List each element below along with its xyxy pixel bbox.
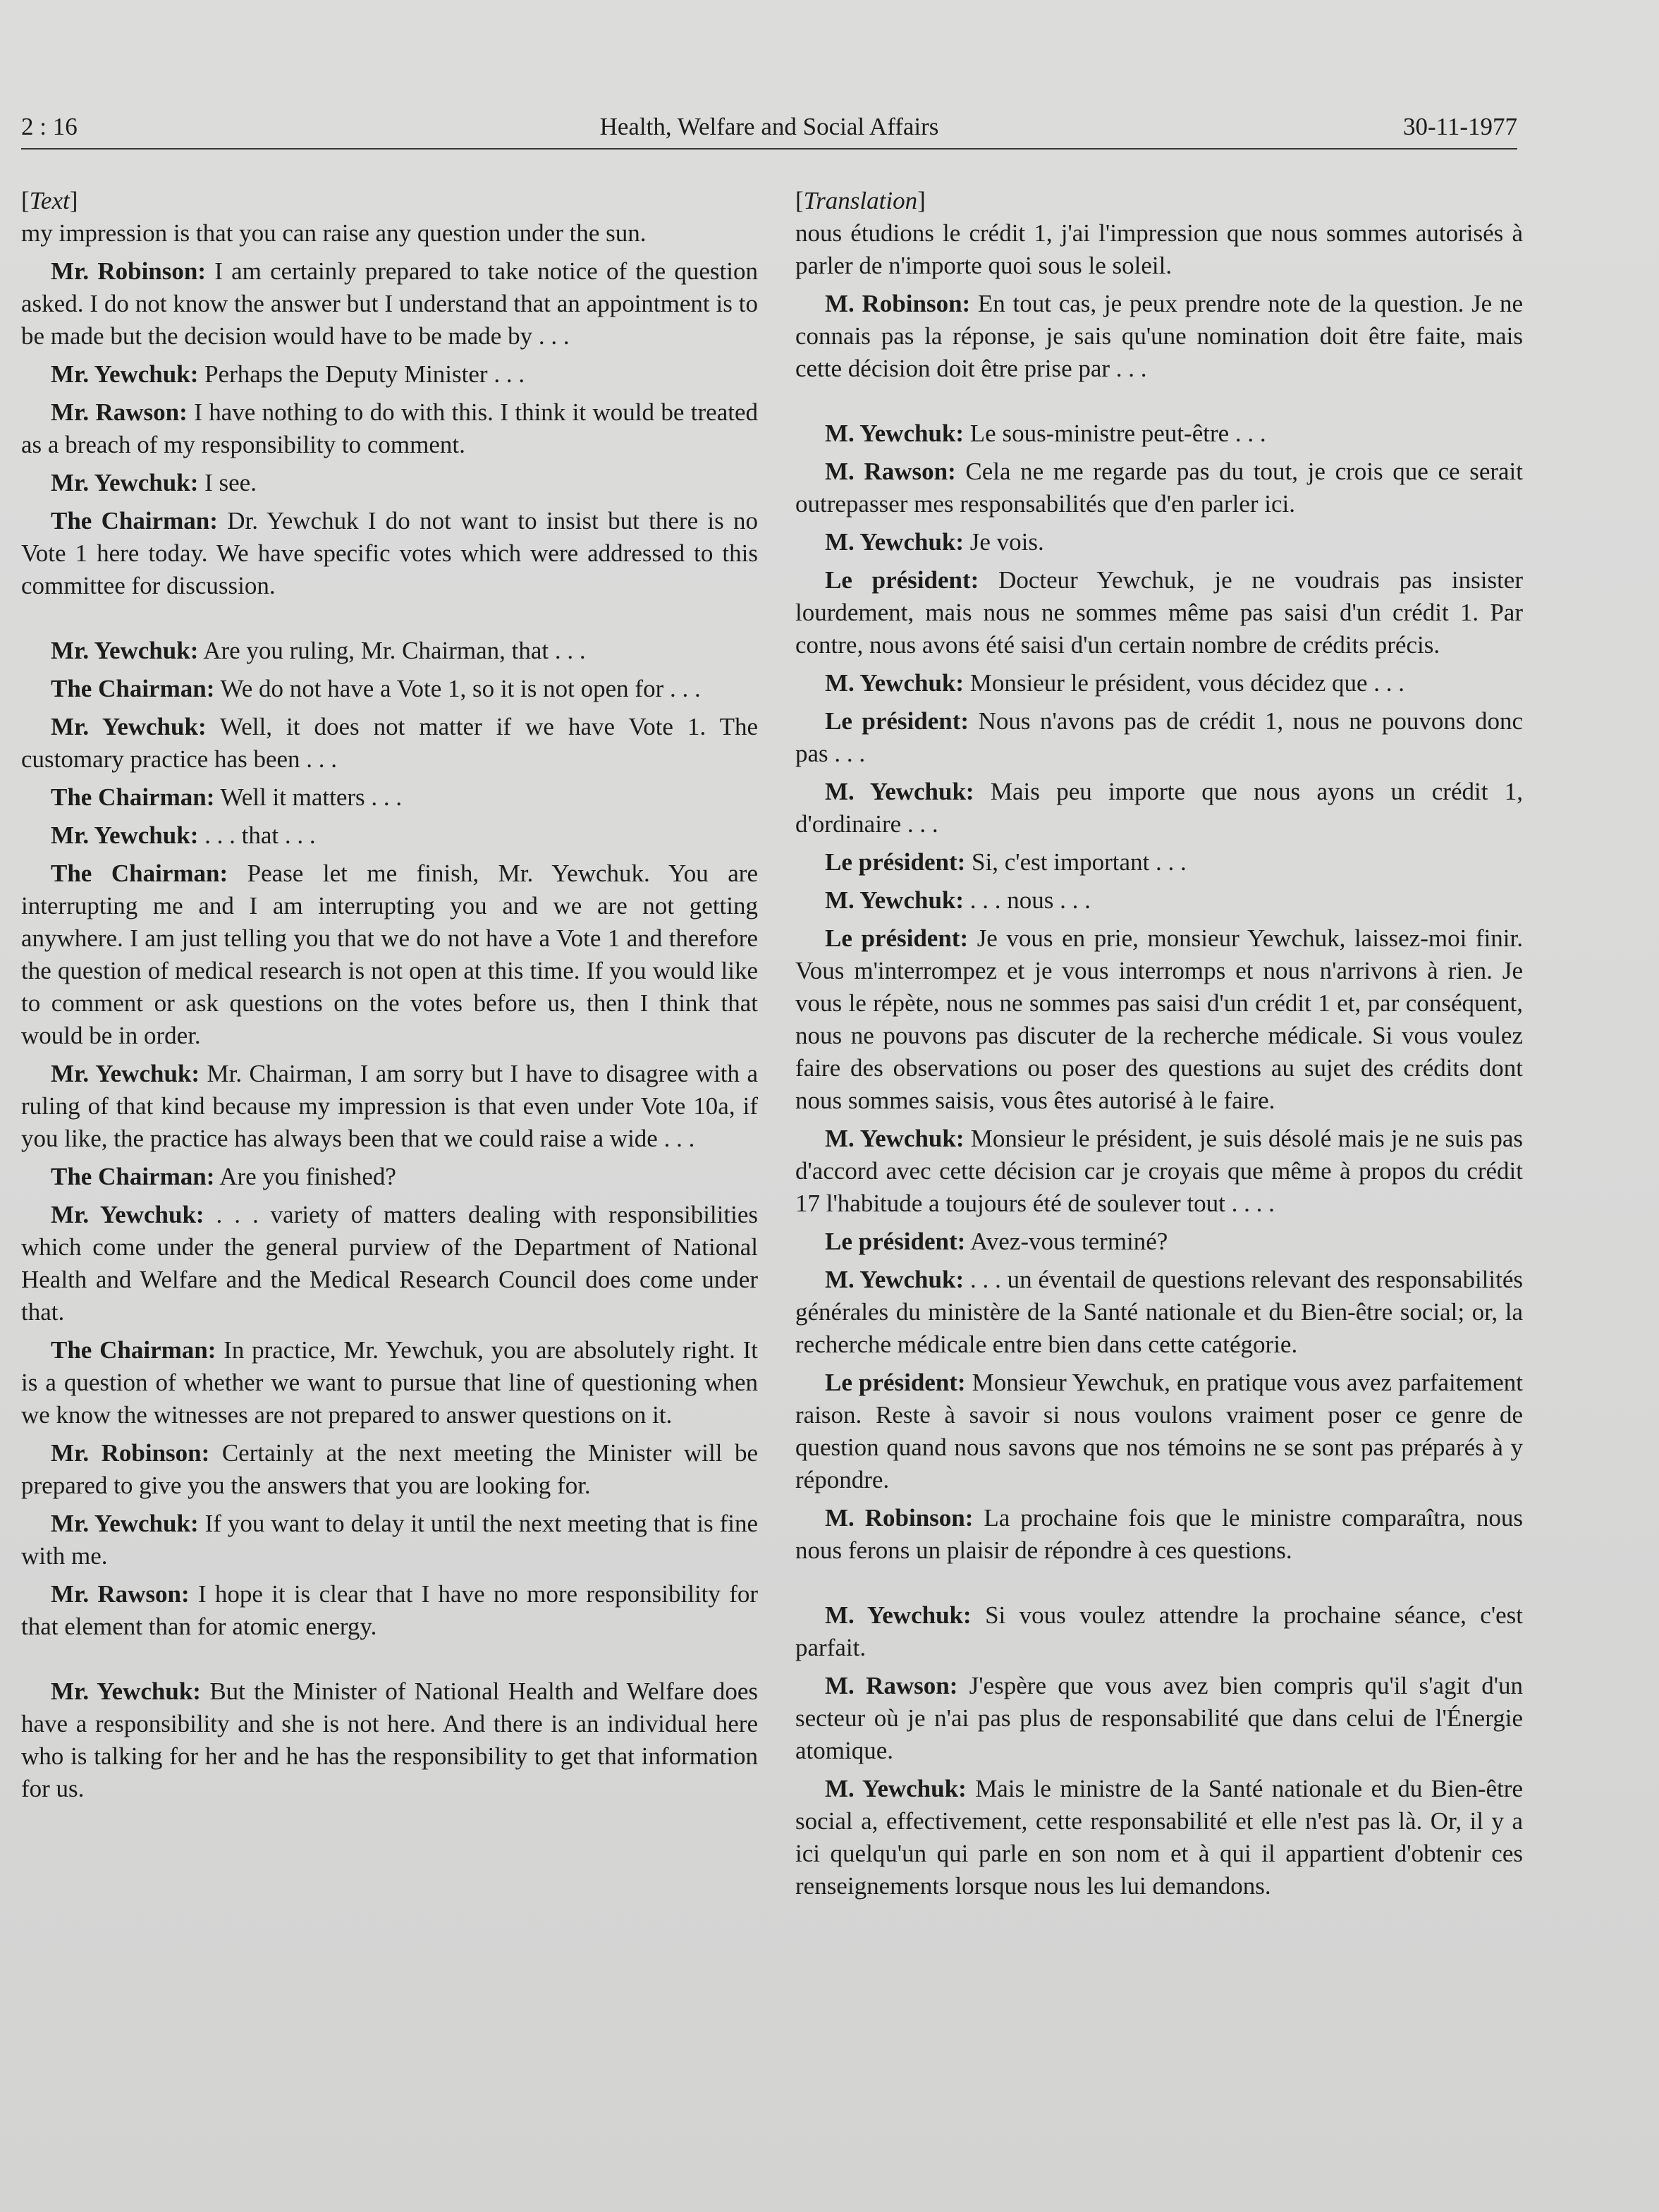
speaker-name: The Chairman: [51, 675, 215, 702]
speaker-name: Le président: [825, 848, 966, 876]
speech-paragraph [21, 711, 758, 776]
speech-paragraph [21, 1161, 758, 1193]
speech-paragraph [795, 1264, 1523, 1361]
speech-paragraph [21, 1199, 758, 1328]
speech-paragraph [795, 1226, 1523, 1258]
speech-text: Mr. Chairman, I am sorry but I have to disagree with a ruling of that kind because my impression is that even under Vote 10a, if you like, the practice has always been that we could raise a wide . . . [21, 1060, 759, 1152]
speaker-name: Mr. Yewchuk: [51, 1060, 200, 1087]
speaker-name: Mr. Robinson: [51, 1439, 210, 1467]
speaker-name: Mr. Rawson: [51, 398, 188, 426]
speech-paragraph [795, 1123, 1523, 1220]
speech-paragraph [21, 1578, 758, 1643]
speaker-name: M. Yewchuk: [825, 778, 974, 805]
speaker-name: The Chairman: [51, 1336, 216, 1364]
speech-text: my impression is that you can raise any question under the sun. [21, 219, 647, 247]
speech-text: Well, it does not matter if we have Vote 1. The customary practice has been . . . [21, 713, 759, 773]
speaker-name: Mr. Robinson: [51, 257, 206, 285]
speaker-name: Le président: [825, 1369, 966, 1396]
speech-paragraph [795, 1599, 1523, 1664]
speech-text: Are you finished? [219, 1163, 396, 1190]
running-header [21, 106, 1517, 149]
speaker-name: Le président: [825, 707, 969, 735]
speech-text: I see. [204, 469, 257, 496]
speaker-name: Le président: [825, 566, 979, 594]
speech-text: Mais le ministre de la Santé nationale et du Bien-être social a, effectivement, cette responsabilité et elle n'est pas là. Or, il y a ici quelqu'un qui parle en son nom et à qui il appartient d'obtenir ces renseignements lorsque nous les lui demandons. [795, 1775, 1524, 1900]
speech-paragraph [795, 667, 1523, 699]
speech-paragraph [21, 505, 758, 602]
speech-text: In practice, Mr. Yewchuk, you are absolutely right. It is a question of whether we want to pursue that line of questioning when we know the witnesses are not prepared to answer questions on it. [21, 1336, 759, 1429]
speaker-name: Mr. Yewchuk: [51, 821, 199, 849]
speech-text: I hope it is clear that I have no more responsibility for that element than for atomic energy. [21, 1580, 758, 1640]
speech-text: Cela ne me regarde pas du tout, je crois que ce serait outrepasser mes responsabilités que d'en parler ici. [795, 458, 1523, 518]
speaker-name: The Chairman: [51, 507, 218, 534]
header-date: 30-11-1977 [1402, 113, 1517, 140]
speaker-name: M. Yewchuk: [825, 1125, 965, 1152]
speaker-name: M. Yewchuk: [825, 1266, 965, 1293]
speech-text: Pease let me finish, Mr. Yewchuk. You are interrupting me and I am interrupting you and we are not getting anywhere. I am just telling you that we do not have a Vote 1 and therefore the question of medical research is not open at this time. If you would like to comment or ask questions on the votes before us, then I think that would be in order. [21, 860, 758, 1049]
speech-paragraph [795, 564, 1523, 661]
speech-text: Je vous en prie, monsieur Yewchuk, laissez-moi finir. Vous m'interrompez et je vous interromps et nous n'arrivons à rien. Je vous le répète, nous ne sommes pas saisi d'un crédit 1 et, par conséquent, nous ne pouvons pas discuter de la recherche médicale. Si vous voulez faire des observations ou poser des questions au sujet des crédits dont nous sommes saisis, vous êtes autorisé à le faire. [795, 924, 1523, 1114]
speaker-name: Le président: [825, 924, 969, 952]
speaker-name: M. Yewchuk: [825, 669, 965, 697]
speaker-name: M. Robinson: [825, 1504, 974, 1532]
speech-text: Monsieur le président, vous décidez que . . . [969, 669, 1405, 697]
speech-paragraph [21, 217, 758, 250]
speaker-name: The Chairman: [51, 783, 215, 811]
speaker-name: Mr. Rawson: [51, 1580, 190, 1608]
speaker-name: M. Yewchuk: [825, 886, 965, 914]
speech-text: nous étudions le crédit 1, j'ai l'impression que nous sommes autorisés à parler de n'importe quoi sous le soleil. [795, 219, 1523, 279]
speech-paragraph [795, 846, 1523, 879]
french-column [795, 185, 1523, 1908]
column-label: [Text] [21, 187, 78, 214]
speech-text: . . . that . . . [204, 821, 316, 849]
speech-text: Well it matters . . . [220, 783, 403, 811]
speech-text: But the Minister of National Health and Welfare does have a responsibility and she is not here. And there is an individual here who is talking for her and he has the responsibility to get that information for us. [21, 1678, 759, 1802]
speaker-name: M. Robinson: [825, 290, 971, 317]
speech-text: Dr. Yewchuk I do not want to insist but there is no Vote 1 here today. We have specific votes which were addressed to this committee for discussion. [21, 507, 759, 599]
english-column [21, 185, 758, 1811]
speech-paragraph [21, 358, 758, 391]
speech-paragraph [21, 819, 758, 852]
speech-text: Si vous voulez attendre la prochaine séance, c'est parfait. [795, 1601, 1524, 1661]
speech-text: . . . un éventail de questions relevant des responsabilités générales du ministère de la Santé nationale et du Bien-être social; or, la recherche médicale entre bien dans cette catégorie. [795, 1266, 1524, 1358]
speaker-name: M. Yewchuk: [825, 420, 965, 447]
speech-paragraph [21, 396, 758, 461]
speech-text: Are you ruling, Mr. Chairman, that . . . [203, 637, 586, 664]
speech-paragraph [795, 217, 1523, 282]
speech-text: . . . nous . . . [969, 886, 1091, 914]
speech-text: I am certainly prepared to take notice of the question asked. I do not know the answer but I understand that an appointment is to be made but the decision would have to be made by . . . [21, 257, 758, 350]
speech-paragraph [795, 417, 1523, 450]
speech-text: Avez-vous terminé? [970, 1228, 1168, 1255]
speech-paragraph [21, 1437, 758, 1502]
header-title: Health, Welfare and Social Affairs [599, 113, 939, 140]
speaker-name: Mr. Yewchuk: [51, 1678, 201, 1705]
speech-paragraph [21, 857, 758, 1052]
speech-paragraph [795, 1367, 1523, 1496]
speaker-name: Mr. Yewchuk: [51, 1201, 204, 1228]
speech-paragraph [21, 255, 758, 353]
speech-paragraph [795, 526, 1523, 558]
speech-text: . . . variety of matters dealing with responsibilities which come under the general purview of the Department of National Health and Welfare and the Medical Research Council does come under that. [21, 1201, 758, 1326]
speech-text: Mais peu importe que nous ayons un crédit 1, d'ordinaire . . . [795, 778, 1523, 838]
speech-paragraph [795, 288, 1523, 385]
speech-paragraph [21, 1508, 758, 1572]
speaker-name: The Chairman: [51, 860, 228, 887]
speaker-name: The Chairman: [51, 1163, 215, 1190]
speaker-name: M. Yewchuk: [825, 1775, 967, 1802]
page-number: 2 : 16 [21, 113, 78, 140]
speech-text: If you want to delay it until the next meeting that is fine with me. [21, 1510, 759, 1570]
speech-text: J'espère que vous avez bien compris qu'il s'agit d'un secteur où je n'ai pas plus de responsabilité que dans celui de l'Énergie atomique. [795, 1672, 1524, 1764]
speech-text: Certainly at the next meeting the Minister will be prepared to give you the answers that you are looking for. [21, 1439, 759, 1499]
speech-text: Le sous-ministre peut-être . . . [969, 420, 1266, 447]
speech-paragraph [795, 776, 1523, 841]
speaker-name: M. Yewchuk: [825, 528, 965, 556]
speech-paragraph [21, 1334, 758, 1431]
speaker-name: Mr. Yewchuk: [51, 713, 207, 740]
speech-text: I have nothing to do with this. I think it would be treated as a breach of my responsibility to comment. [21, 398, 759, 458]
speech-paragraph [795, 1670, 1523, 1767]
speaker-name: Mr. Yewchuk: [51, 1510, 199, 1537]
speech-paragraph [795, 1773, 1523, 1902]
speech-text: En tout cas, je peux prendre note de la question. Je ne connais pas la réponse, je sais qu'une nomination doit être faite, mais cette décision doit être prise par . . . [795, 290, 1523, 382]
speech-paragraph [21, 1675, 758, 1805]
speech-paragraph [21, 1058, 758, 1155]
speaker-name: Mr. Yewchuk: [51, 360, 199, 388]
speaker-name: Mr. Yewchuk: [51, 469, 199, 496]
speaker-name: M. Yewchuk: [825, 1601, 972, 1629]
speech-paragraph [795, 922, 1523, 1117]
speech-paragraph [795, 1502, 1523, 1567]
speech-paragraph [21, 635, 758, 667]
speech-paragraph [21, 781, 758, 814]
speech-text: Si, c'est important . . . [972, 848, 1187, 876]
speech-paragraph [795, 456, 1523, 520]
speech-text: Docteur Yewchuk, je ne voudrais pas insister lourdement, mais nous ne sommes même pas saisi d'un crédit 1. Par contre, nous avons été saisi d'un certain nombre de crédits précis. [795, 566, 1523, 659]
speech-text: We do not have a Vote 1, so it is not open for . . . [220, 675, 701, 702]
speech-text: Je vois. [969, 528, 1044, 556]
speaker-name: M. Rawson: [825, 1672, 958, 1699]
speech-paragraph [795, 705, 1523, 770]
speaker-name: Le président: [825, 1228, 966, 1255]
column-label: [Translation] [795, 187, 926, 214]
speaker-name: Mr. Yewchuk: [51, 637, 199, 664]
speech-paragraph [21, 467, 758, 499]
speech-paragraph [21, 673, 758, 705]
speech-text: Nous n'avons pas de crédit 1, nous ne pouvons donc pas . . . [795, 707, 1523, 767]
speech-text: Monsieur Yewchuk, en pratique vous avez parfaitement raison. Reste à savoir si nous voulons vraiment poser ce genre de question quand nous savons que nos témoins ne se sont pas préparés à y répondre. [795, 1369, 1523, 1493]
speech-text: La prochaine fois que le ministre comparaîtra, nous nous ferons un plaisir de répondre à ces questions. [795, 1504, 1524, 1564]
speech-text: Monsieur le président, je suis désolé mais je ne suis pas d'accord avec cette décision car je croyais que même à propos du crédit 17 l'habitude a toujours été de soulever tout . . . . [795, 1125, 1523, 1217]
speech-paragraph [795, 884, 1523, 917]
speech-text: Perhaps the Deputy Minister . . . [204, 360, 525, 388]
speaker-name: M. Rawson: [825, 458, 956, 485]
